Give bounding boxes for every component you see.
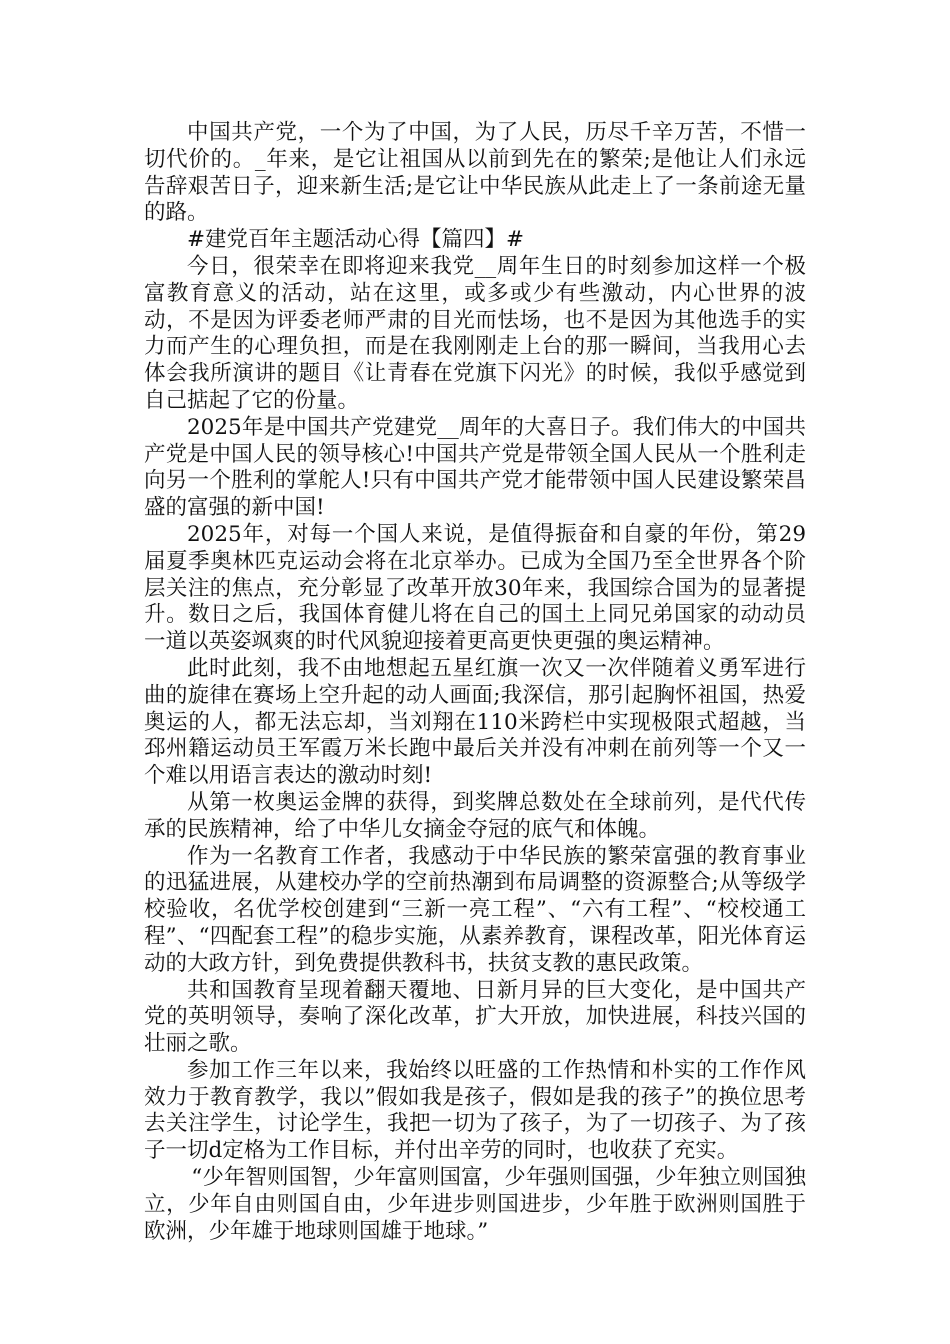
paragraph-intro: 中国共产党，一个为了中国，为了人民，历尽千辛万苦，不惜一切代价的。_年来，是它让祖国从以前到先在的繁荣;是他让人们永远告辞艰苦日子，迎来新生活;是它让中华民族从此走上了一条前途无量的路。 [144,120,806,226]
paragraph: 从第一枚奥运金牌的获得，到奖牌总数处在全球前列，是代代传承的民族精神，给了中华儿女摘金夺冠的底气和体魄。 [144,789,806,842]
paragraph: 2025年是中国共产党建党__周年的大喜日子。我们伟大的中国共产党是中国人民的领导核心!中国共产党是带领全国人民从一个胜利走向另一个胜利的掌舵人!只有中国共产党才能带领中国人民建设繁荣昌盛的富强的新中国! [144,414,806,521]
paragraph: 此时此刻，我不由地想起五星红旗一次又一次伴随着义勇军进行曲的旋律在赛场上空升起的动人画面;我深信，那引起胸怀祖国，热爱奥运的人，都无法忘却，当刘翔在110米跨栏中实现极限式超越，当邳州籍运动员王军霞万米长跑中最后关并没有冲刺在前列等一个又一个难以用语言表达的激动时刻! [144,655,806,789]
paragraph: 参加工作三年以来，我始终以旺盛的工作热情和朴实的工作作风效力于教育教学，我以”假如我是孩子，假如是我的孩子”的换位思考去关注学生，讨论学生，我把一切为了孩子，为了一切孩子、为了孩子一切d定格为工作目标，并付出辛劳的同时，也收获了充实。 [144,1057,806,1164]
quote-paragraph: “少年智则国智，少年富则国富，少年强则国强，少年独立则国独立，少年自由则国自由，少年进步则国进步，少年胜于欧洲则国胜于欧洲，少年雄于地球则国雄于地球。” [144,1165,806,1244]
document-body [144,120,806,1245]
paragraph: 2025年，对每一个国人来说，是值得振奋和自豪的年份，第29届夏季奥林匹克运动会将在北京举办。已成为全国乃至全世界各个阶层关注的焦点，充分彰显了改革开放30年来，我国综合国为的显著提升。数日之后，我国体育健儿将在自己的国土上同兄弟国家的动动员一道以英姿飒爽的时代风貌迎接着更高更快更强的奥运精神。 [144,521,806,655]
paragraph: 作为一名教育工作者，我感动于中华民族的繁荣富强的教育事业的迅猛进展，从建校办学的空前热潮到布局调整的资源整合;从等级学校验收，名优学校创建到“三新一亮工程”、“六有工程”、“校校通工程”、“四配套工程”的稳步实施，从素养教育，课程改革，阳光体育运动的大政方针，到免费提供教科书，扶贫支教的惠民政策。 [144,843,806,976]
paragraph: 共和国教育呈现着翻天覆地、日新月异的巨大变化，是中国共产党的英明领导，奏响了深化改革，扩大开放，加快进展，科技兴国的壮丽之歌。 [144,977,806,1057]
paragraph: 今日，很荣幸在即将迎来我党__周年生日的时刻参加这样一个极富教育意义的活动，站在这里，或多或少有些激动，内心世界的波动，不是因为评委老师严肃的目光而怯场，也不是因为其他选手的实力而产生的心理负担，而是在我刚刚走上台的那一瞬间，当我用心去体会我所演讲的题目《让青春在党旗下闪光》的时候，我似乎感觉到自己掂起了它的份量。 [144,253,806,413]
section-heading: #建党百年主题活动心得【篇四】# [187,227,525,253]
